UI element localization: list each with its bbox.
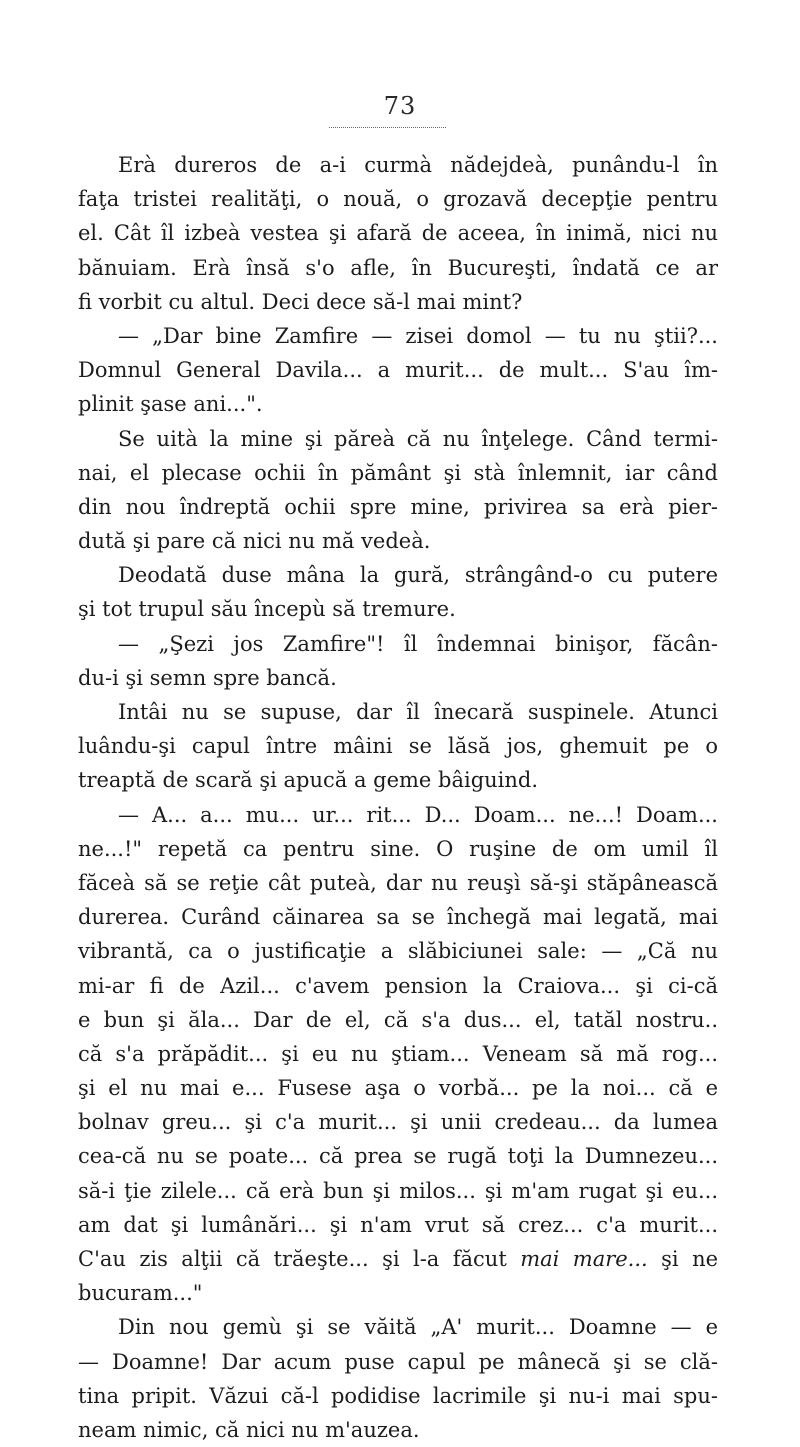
text-line: Intâi nu se supuse, dar îl înecară suspinele. Atunci [118, 700, 718, 724]
text-line: şi tot trupul său începù să tremure. [78, 597, 456, 622]
text-line: Din nou gemù şi se văită „A' murit... Doamne — e [118, 1315, 718, 1340]
text-line: du-i şi semn spre bancă. [78, 665, 337, 690]
text-line: Deodată duse mâna la gură, strângând-o cu putere [118, 563, 718, 588]
text-line: dută şi pare că nici nu mă vedeà. [78, 529, 431, 554]
text-line: din nou îndreptă ochii spre mine, privirea sa erà pier- [78, 494, 718, 519]
italic-emphasis: mai mare... [520, 1247, 648, 1271]
text-line: că s'a prăpădit... şi eu nu ştiam... Veneam să mă rog... [78, 1041, 718, 1066]
text-line: bucuram..." [78, 1281, 203, 1306]
text-line: — „Dar bine Zamfire — zisei domol — tu nu ştii?... [118, 323, 718, 348]
page-number-rule [329, 127, 446, 128]
text-line: am dat şi lumânări... şi n'am vrut să crez... c'a murit... [78, 1212, 718, 1237]
text-line: şi el nu mai e... Fusese aşa o vorbă... pe la noi... că e [78, 1076, 718, 1101]
text-line: luându-şi capul între mâini se lăsă jos, ghemuit pe o [78, 734, 718, 759]
text-line: — „Şezi jos Zamfire"! îl îndemnai binişor, făcân- [118, 631, 718, 656]
text-line: mi-ar fi de Azil... c'avem pension la Craiova... şi ci-că [78, 973, 718, 998]
text-segment: C'au zis alţii că trăeşte... şi l-a făcut [78, 1247, 521, 1271]
text-line: bănuiam. Erà însă s'o afle, în Bucureşti, îndată ce ar [78, 255, 718, 280]
text-line: plinit şase ani...". [78, 392, 263, 417]
text-line: făceà să se reţie cât puteà, dar nu reuşì să-şi stăpânească [78, 870, 718, 895]
text-line: Erà dureros de a-i curmà nădejdeà, punându-l în [118, 153, 718, 177]
text-line: fi vorbit cu altul. Deci dece să-l mai mint? [78, 289, 523, 314]
text-line: neam nimic, că nici nu m'auzea. [78, 1417, 420, 1442]
text-line: ne...!" repetă ca pentru sine. O ruşine de om umil îl [78, 836, 718, 861]
text-line: Domnul General Davila... a murit... de mult... S'au îm- [78, 358, 718, 383]
text-line: e bun şi ăla... Dar de el, că s'a dus... el, tatăl nostru.. [78, 1007, 718, 1032]
text-line: durerea. Curând căinarea sa se închegă mai legată, mai [78, 905, 718, 930]
text-line: — A... a... mu... ur... rit... D... Doam... ne...! Doam... [118, 802, 718, 827]
text-line: el. Cât îl izbeà vestea şi afară de aceea, în inimă, nici nu [78, 221, 718, 246]
text-line: să-i ţie zilele... că erà bun şi milos... şi m'am rugat şi eu... [78, 1178, 718, 1203]
text-line: cea-că nu se poate... că prea se rugă toţi la Dumnezeu... [78, 1144, 718, 1169]
page-number: 73 [383, 92, 417, 120]
text-line: bolnav greu... şi c'a murit... şi unii credeau... da lumea [78, 1110, 718, 1135]
body-text [78, 148, 718, 1447]
text-line: vibrantă, ca o justificaţie a slăbiciunei sale: — „Că nu [78, 939, 718, 964]
text-line [78, 1242, 718, 1276]
text-line: — Doamne! Dar acum puse capul pe mânecă şi se clă- [78, 1349, 718, 1374]
text-segment: şi ne [647, 1247, 719, 1271]
text-line: nai, el plecase ochii în pământ şi stà înlemnit, iar când [78, 460, 718, 485]
text-line: treaptă de scară şi apucă a geme bâiguind. [78, 768, 539, 793]
text-line: tina pripit. Văzui că-l podidise lacrimile şi nu-i mai spu- [78, 1383, 718, 1408]
text-line: faţa tristei realităţi, o nouă, o grozavă decepţie pentru [78, 187, 718, 212]
text-line: Se uità la mine şi păreà că nu înţelege. Când termi- [118, 426, 718, 451]
